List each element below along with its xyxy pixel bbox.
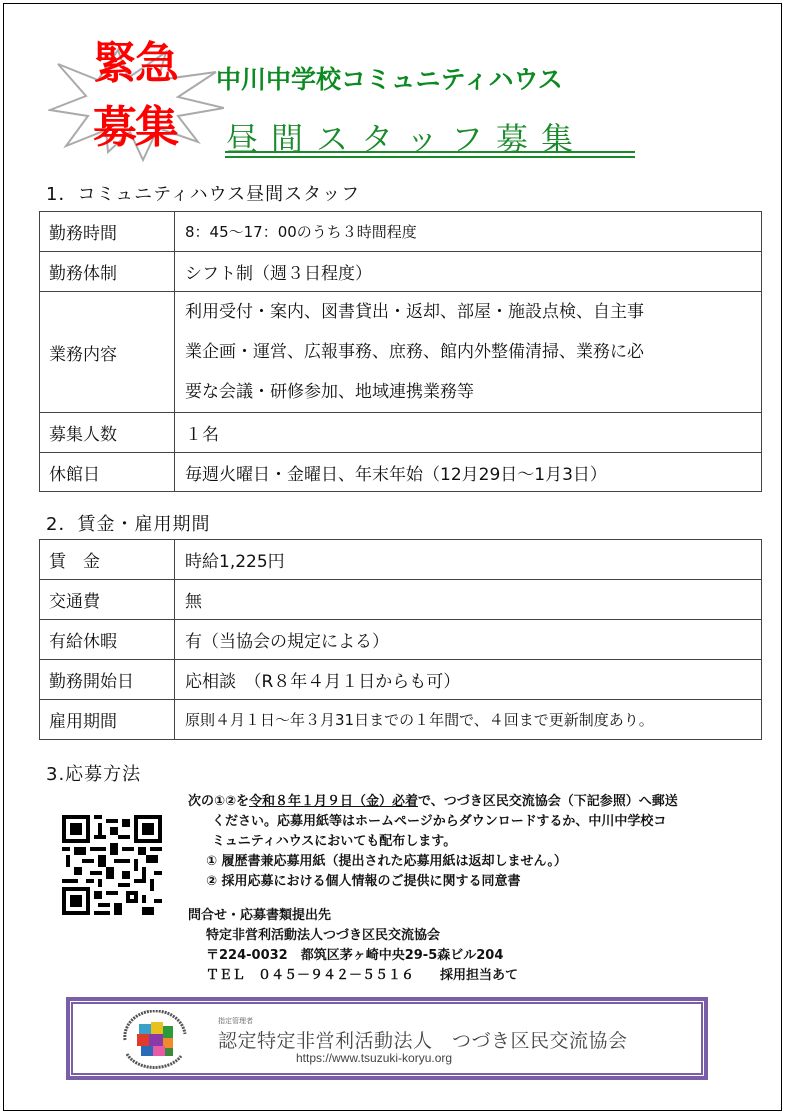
row-label: 勤務時間 (40, 212, 175, 252)
required-document-2: ② 採用応募における個人情報のご提供に関する同意書 (206, 874, 521, 889)
urgent-label: 緊急 (93, 38, 177, 89)
table-row (40, 413, 762, 453)
table-row (40, 252, 762, 292)
row-label: 業務内容 (40, 292, 175, 413)
qr-code-icon[interactable] (62, 815, 162, 915)
footer-banner-inner (71, 1002, 703, 1075)
row-label: 有給休暇 (40, 620, 175, 660)
instruction-line: ください。応募用紙等はホームページからダウンロードするか、中川中学校コ (212, 814, 667, 829)
staff-info-table (39, 211, 762, 492)
row-value: シフト制（週３日程度） (175, 252, 762, 292)
table-row (40, 700, 762, 740)
row-label: 賃 金 (40, 540, 175, 580)
contact-heading: 問合せ・応募書類提出先 (188, 908, 332, 923)
row-value: 有（当協会の規定による） (175, 620, 762, 660)
page-title: 昼間スタッフ募集 (226, 120, 587, 158)
instruction-suffix: で、つづき区民交流協会（下記参照）へ郵送 (418, 794, 678, 809)
contact-address: 〒224-0032 都筑区茅ヶ崎中央29-5森ビル204 (206, 948, 504, 963)
table-row (40, 292, 762, 413)
row-label: 交通費 (40, 580, 175, 620)
row-value: 原則４月１日～年３月31日までの１年間で、４回まで更新制度あり。 (175, 700, 762, 740)
row-value: 無 (175, 580, 762, 620)
row-value: 時給1,225円 (175, 540, 762, 580)
table-row (40, 540, 762, 580)
row-value: 8：45～17：00のうち３時間程度 (175, 212, 762, 252)
organization-name: 認定特定非営利活動法人 つづき区民交流協会 (218, 1030, 628, 1052)
tsuzuki-koryu-logo-icon (115, 1010, 195, 1072)
recruit-label: 募集 (93, 102, 177, 153)
table-row (40, 620, 762, 660)
application-instructions (188, 792, 678, 892)
facility-name: 中川中学校コミュニティハウス (216, 65, 563, 94)
title-underline (225, 151, 635, 158)
table-row (40, 660, 762, 700)
row-value (175, 292, 762, 413)
table-row (40, 580, 762, 620)
wages-table (39, 539, 762, 740)
row-label: 募集人数 (40, 413, 175, 453)
row-label: 勤務開始日 (40, 660, 175, 700)
contact-tel: ＴＥＬ ０４５－９４２－５５１６ 採用担当あて (206, 968, 519, 983)
designation-label: 指定管理者 (218, 1017, 253, 1025)
required-document-1: ① 履歴書兼応募用紙（提出された応募用紙は返却しません。） (206, 854, 567, 869)
table-row (40, 453, 762, 492)
instruction-line: ミュニティハウスにおいても配布します。 (212, 834, 457, 849)
table-row (40, 212, 762, 252)
deadline: 令和８年１月９日（金）必着 (249, 794, 419, 809)
organization-url[interactable]: https://www.tsuzuki-koryu.org (296, 1051, 453, 1065)
section-heading-wages: 2．賃金・雇用期間 (46, 514, 211, 535)
row-value: １名 (175, 413, 762, 453)
row-value: 毎週火曜日・金曜日、年末年始（12月29日～1月3日） (175, 453, 762, 492)
duty-line: 利用受付・案内、図書貸出・返却、部屋・施設点検、自主事 (185, 302, 644, 322)
duty-line: 業企画・運営、広報事務、庶務、館内外整備清掃、業務に必 (185, 342, 644, 362)
instruction-line (188, 792, 678, 812)
contact-org: 特定非営利活動法人つづき区民交流協会 (206, 928, 441, 943)
instruction-prefix: 次の①②を (188, 794, 250, 809)
duty-line: 要な会議・研修参加、地域連携業務等 (185, 382, 474, 402)
footer-banner (66, 997, 708, 1080)
row-label: 休館日 (40, 453, 175, 492)
row-value: 応相談 （R８年４月１日からも可） (175, 660, 762, 700)
section-heading-staff: 1．コミュニティハウス昼間スタッフ (46, 184, 361, 205)
contact-info (188, 906, 518, 986)
row-label: 勤務体制 (40, 252, 175, 292)
row-label: 雇用期間 (40, 700, 175, 740)
section-heading-apply: 3.応募方法 (46, 764, 142, 785)
